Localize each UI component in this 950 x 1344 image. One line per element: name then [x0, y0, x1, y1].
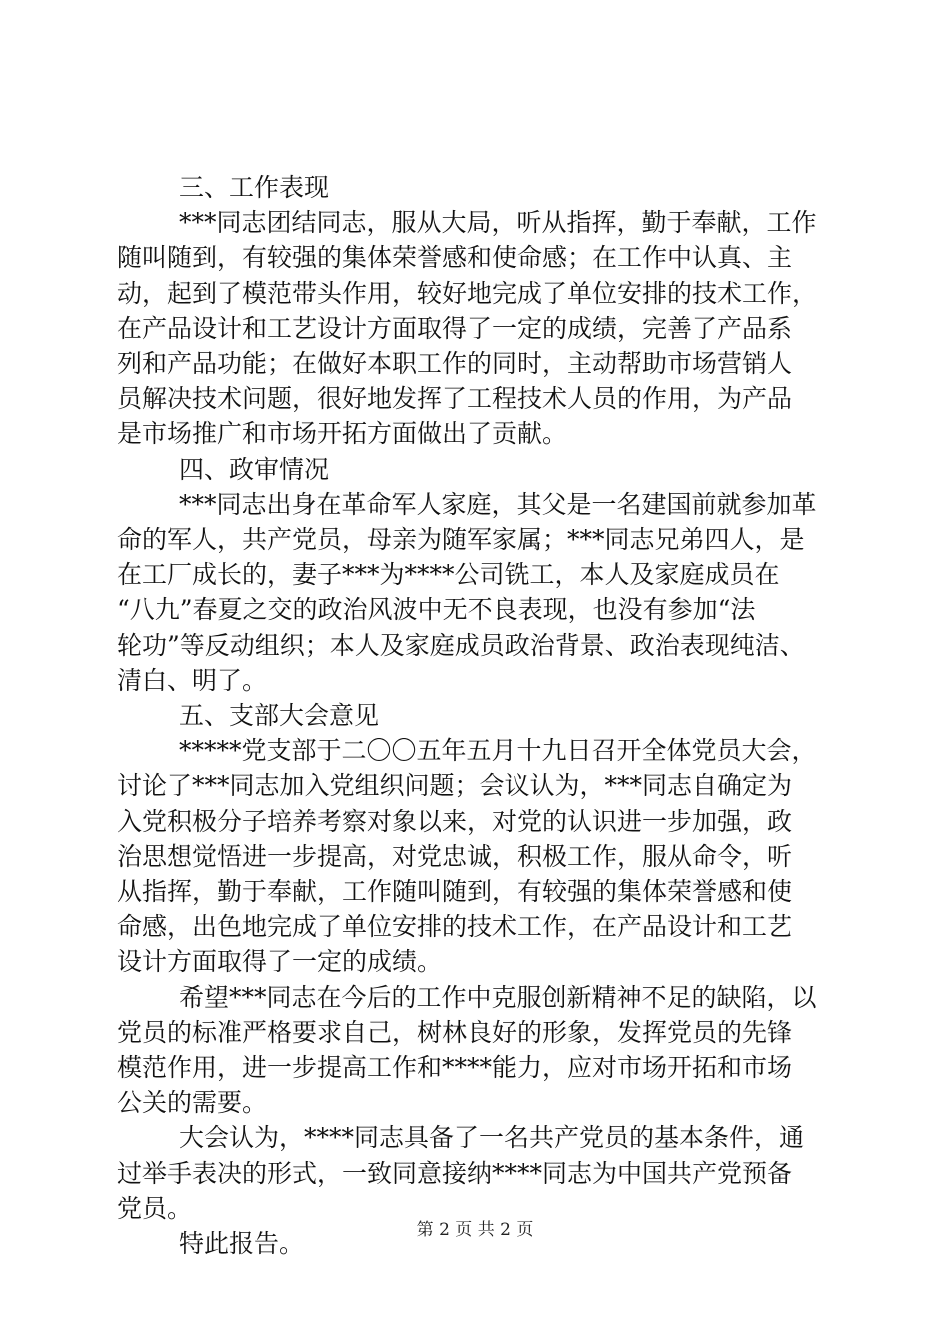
- paragraph-line: 在产品设计和工艺设计方面取得了一定的成绩，完善了产品系: [117, 313, 793, 343]
- paragraph-line: 轮功”等反动组织；本人及家庭成员政治背景、政治表现纯洁、: [117, 630, 805, 660]
- paragraph-line: 模范作用，进一步提高工作和****能力，应对市场开拓和市场: [117, 1053, 793, 1083]
- section-heading: 四、政审情况: [179, 454, 330, 484]
- paragraph-line: 动，起到了模范带头作用，较好地完成了单位安排的技术工作，: [117, 278, 818, 308]
- paragraph-line: 随叫随到，有较强的集体荣誉感和使命感；在工作中认真、主: [117, 243, 793, 273]
- paragraph-line: 列和产品功能；在做好本职工作的同时，主动帮助市场营销人: [117, 349, 793, 379]
- paragraph-line: 入党积极分子培养考察对象以来，对党的认识进一步加强，政: [117, 806, 793, 836]
- paragraph-line: “八九”春夏之交的政治风波中无不良表现，也没有参加“法: [117, 595, 756, 625]
- paragraph-line: 命感，出色地完成了单位安排的技术工作，在产品设计和工艺: [117, 912, 793, 942]
- paragraph-line-first: ***同志团结同志，服从大局，听从指挥，勤于奉献，工作: [179, 208, 817, 238]
- paragraph-line-first: 大会认为，****同志具备了一名共产党员的基本条件，通: [179, 1123, 805, 1153]
- paragraph-line: 从指挥，勤于奉献，工作随叫随到，有较强的集体荣誉感和使: [117, 877, 793, 907]
- paragraph-line: 命的军人，共产党员，母亲为随军家属；***同志兄弟四人，是: [117, 525, 805, 555]
- paragraph-line: 过举手表决的形式，一致同意接纳****同志为中国共产党预备: [117, 1158, 793, 1188]
- page-footer: 第 2 页 共 2 页: [416, 1220, 534, 1240]
- paragraph-line: 设计方面取得了一定的成绩。: [117, 947, 443, 977]
- document-body: [117, 170, 857, 1261]
- paragraph-line-first: *****党支部于二〇〇五年五月十九日召开全体党员大会，: [179, 736, 817, 766]
- section-heading: 三、工作表现: [179, 173, 330, 202]
- section-heading: 五、支部大会意见: [179, 701, 380, 731]
- paragraph-line: 党员。: [117, 1193, 193, 1223]
- paragraph-line-first: ***同志出身在革命军人家庭，其父是一名建国前就参加革: [179, 489, 817, 519]
- closing-text: 特此报告。: [179, 1229, 305, 1259]
- paragraph-line: 在工厂成长的，妻子***为****公司铣工，本人及家庭成员在: [117, 560, 780, 590]
- paragraph-line: 治思想觉悟进一步提高，对党忠诚，积极工作，服从命令，听: [117, 841, 793, 871]
- paragraph-line-first: 希望***同志在今后的工作中克服创新精神不足的缺陷，以: [179, 982, 817, 1012]
- paragraph-line: 清白、明了。: [117, 665, 268, 695]
- paragraph-line: 讨论了***同志加入党组织问题；会议认为，***同志自确定为: [117, 771, 793, 801]
- paragraph-line: 公关的需要。: [117, 1088, 268, 1118]
- paragraph-line: 员解决技术问题，很好地发挥了工程技术人员的作用，为产品: [117, 384, 793, 414]
- paragraph-line: 是市场推广和市场开拓方面做出了贡献。: [117, 419, 568, 449]
- paragraph-line: 党员的标准严格要求自己，树林良好的形象，发挥党员的先锋: [117, 1017, 793, 1047]
